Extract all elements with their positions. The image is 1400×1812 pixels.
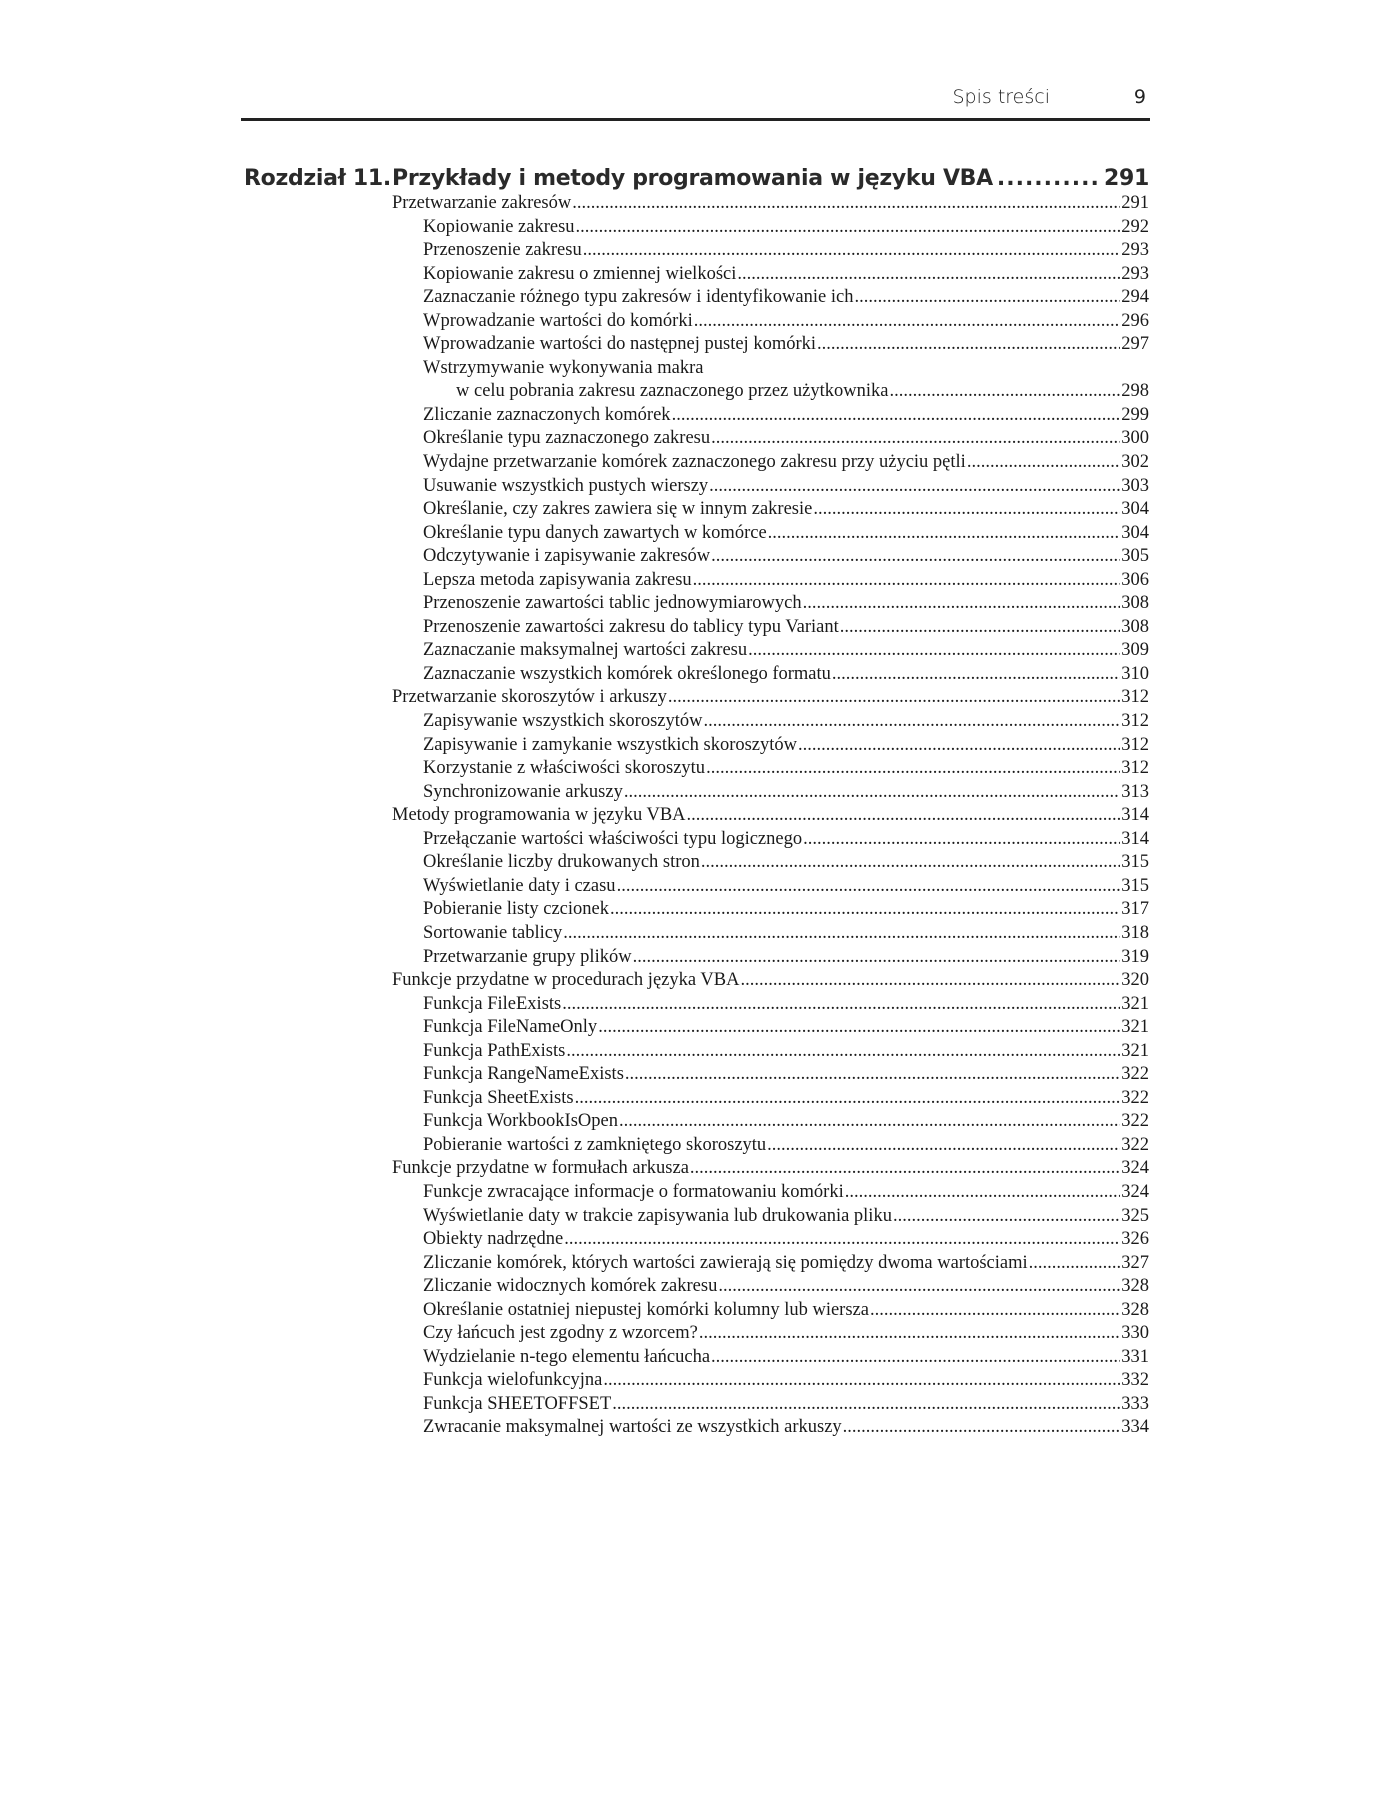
toc-entry-title: Funkcje zwracające informacje o formatowaniu komórki: [423, 1181, 844, 1202]
toc-entry-title: Zapisywanie i zamykanie wszystkich skoroszytów: [423, 734, 798, 755]
toc-entry[interactable]: [392, 875, 1149, 899]
toc-entry-title: Określanie typu danych zawartych w komórce: [423, 522, 767, 543]
toc-entry-title: Sortowanie tablicy: [423, 922, 563, 943]
toc-entry[interactable]: [392, 1181, 1149, 1205]
dot-leader: [767, 1134, 1120, 1158]
dot-leader: [997, 166, 1100, 191]
toc-entry-page: 321: [1121, 1017, 1149, 1038]
toc-entry-page: 315: [1121, 852, 1149, 873]
dot-leader: [813, 498, 1120, 522]
toc-entry-page: 313: [1121, 781, 1149, 802]
dot-leader: [704, 710, 1121, 734]
toc-entry-page: 318: [1121, 922, 1149, 943]
dot-leader: [817, 333, 1120, 357]
toc-entry[interactable]: [392, 1205, 1149, 1229]
dot-leader: [701, 851, 1120, 875]
toc-entry[interactable]: [392, 1087, 1149, 1111]
dot-leader: [612, 1393, 1120, 1417]
toc-entry-page: 300: [1121, 428, 1149, 449]
toc-entry-page: 325: [1121, 1205, 1149, 1226]
header-title: Spis treści: [952, 86, 1050, 108]
dot-leader: [562, 993, 1120, 1017]
toc-entry-page: 319: [1121, 946, 1149, 967]
toc-entry-page: 331: [1121, 1346, 1149, 1367]
toc-entry[interactable]: [392, 569, 1149, 593]
toc-entry[interactable]: [392, 1063, 1149, 1087]
chapter-page: 291: [1103, 166, 1149, 191]
toc-entry-page: 315: [1121, 875, 1149, 896]
toc-entry[interactable]: [392, 1416, 1149, 1440]
toc-entry-title: Zliczanie komórek, których wartości zawierają się pomiędzy dwoma wartościami: [423, 1252, 1028, 1273]
toc-entry-page: 303: [1121, 475, 1149, 496]
dot-leader: [619, 1110, 1120, 1134]
toc-entry[interactable]: [392, 310, 1149, 334]
toc-entry-title: Funkcje przydatne w formułach arkusza: [392, 1158, 689, 1179]
toc-entry-page: 321: [1121, 1040, 1149, 1061]
dot-leader: [624, 781, 1120, 805]
dot-leader: [693, 569, 1121, 593]
toc-entry-title: Funkcja SheetExists: [423, 1087, 574, 1108]
toc-entry[interactable]: [392, 1393, 1149, 1417]
toc-entry[interactable]: [392, 1134, 1149, 1158]
toc-entry-title: Wyświetlanie daty i czasu: [423, 875, 616, 896]
toc-entry[interactable]: [392, 333, 1149, 357]
toc-entry-page: 306: [1121, 569, 1149, 590]
toc-entry[interactable]: [392, 1040, 1149, 1064]
toc-entry[interactable]: [392, 239, 1149, 263]
toc-entry-title: Przenoszenie zawartości zakresu do tablicy typu Variant: [423, 616, 839, 637]
toc-entry-title: Pobieranie listy czcionek: [423, 899, 609, 920]
toc-entry[interactable]: [392, 734, 1149, 758]
toc-entry[interactable]: [392, 639, 1149, 663]
toc-entry-page: 333: [1121, 1393, 1149, 1414]
toc-entry-title: Przełączanie wartości właściwości typu logicznego: [423, 828, 803, 849]
toc-entry[interactable]: [392, 922, 1149, 946]
toc-entry-page: 308: [1121, 616, 1149, 637]
toc-entry[interactable]: [392, 710, 1149, 734]
toc-entry[interactable]: [392, 898, 1149, 922]
toc-entry-title: Określanie, czy zakres zawiera się w innym zakresie: [423, 499, 813, 520]
toc-list: [392, 192, 1149, 1440]
toc-entry[interactable]: [392, 263, 1149, 287]
toc-entry-page: 296: [1121, 310, 1149, 331]
toc-entry-page: 293: [1121, 263, 1149, 284]
toc-entry[interactable]: [392, 616, 1149, 640]
toc-entry-title: Synchronizowanie arkuszy: [423, 781, 623, 802]
dot-leader: [854, 286, 1120, 310]
dot-leader: [563, 922, 1120, 946]
toc-entry[interactable]: [392, 804, 1149, 828]
toc-entry-title: Obiekty nadrzędne: [423, 1229, 564, 1250]
toc-entry-title: Lepsza metoda zapisywania zakresu: [423, 569, 692, 590]
toc-entry-page: 293: [1121, 240, 1149, 261]
toc-entry-page: 314: [1121, 828, 1149, 849]
toc-entry[interactable]: [392, 498, 1149, 522]
toc-entry-page: 305: [1121, 546, 1149, 567]
dot-leader: [572, 192, 1120, 216]
toc-entry-title: Funkcja FileNameOnly: [423, 1017, 598, 1038]
chapter-heading[interactable]: [392, 166, 1149, 191]
dot-leader: [803, 592, 1121, 616]
dot-leader: [610, 898, 1120, 922]
toc-entry-page: 298: [1121, 381, 1149, 402]
toc-entry-page: 320: [1121, 970, 1149, 991]
dot-leader: [889, 380, 1120, 404]
toc-entry-page: 309: [1121, 640, 1149, 661]
toc-entry-page: 312: [1121, 758, 1149, 779]
toc-entry-title: Zaznaczanie maksymalnej wartości zakresu: [423, 640, 748, 661]
dot-leader: [699, 1322, 1120, 1346]
toc-entry-title: Zapisywanie wszystkich skoroszytów: [423, 711, 703, 732]
toc-entry-title: Zliczanie widocznych komórek zakresu: [423, 1276, 718, 1297]
toc-entry-page: 321: [1121, 993, 1149, 1014]
toc-entry-page: 304: [1121, 499, 1149, 520]
toc-entry[interactable]: [392, 1110, 1149, 1134]
toc-entry-title: Określanie ostatniej niepustej komórki kolumny lub wiersza: [423, 1299, 869, 1320]
toc-entry-title: Zliczanie zaznaczonych komórek: [423, 404, 671, 425]
toc-entry-title: Przenoszenie zakresu: [423, 240, 582, 261]
toc-entry-title: Określanie liczby drukowanych stron: [423, 852, 700, 873]
dot-leader: [566, 1040, 1120, 1064]
dot-leader: [967, 451, 1120, 475]
dot-leader: [598, 1016, 1120, 1040]
toc-entry[interactable]: [392, 545, 1149, 569]
toc-entry-title: Zwracanie maksymalnej wartości ze wszystkich arkuszy: [423, 1417, 842, 1438]
dot-leader: [690, 1157, 1120, 1181]
toc-entry-title: Odczytywanie i zapisywanie zakresów: [423, 546, 711, 567]
dot-leader: [740, 969, 1120, 993]
toc-entry-title: Przetwarzanie zakresów: [392, 193, 572, 213]
header-page-number: 9: [1133, 86, 1146, 108]
toc-entry-title: Wydajne przetwarzanie komórek zaznaczonego zakresu przy użyciu pętli: [423, 452, 966, 473]
toc-entry-page: 299: [1121, 404, 1149, 425]
dot-leader: [711, 1346, 1120, 1370]
toc-entry[interactable]: [392, 663, 1149, 687]
toc-entry-page: 327: [1121, 1252, 1149, 1273]
dot-leader: [803, 828, 1120, 852]
toc-entry-title: Funkcje przydatne w procedurach języka VBA: [392, 970, 740, 991]
toc-entry[interactable]: [392, 427, 1149, 451]
dot-leader: [617, 875, 1121, 899]
toc-entry-title: Funkcja PathExists: [423, 1040, 566, 1061]
dot-leader: [564, 1228, 1120, 1252]
toc-entry-page: 330: [1121, 1323, 1149, 1344]
toc-entry[interactable]: [392, 851, 1149, 875]
toc-entry-title: Przetwarzanie grupy plików: [423, 946, 632, 967]
dot-leader: [832, 663, 1120, 687]
toc-entry-page: 324: [1121, 1158, 1149, 1179]
toc-entry-title: Metody programowania w języku VBA: [392, 805, 686, 826]
dot-leader: [668, 686, 1120, 710]
dot-leader: [672, 404, 1121, 428]
toc-entry[interactable]: [392, 946, 1149, 970]
toc-entry[interactable]: [392, 781, 1149, 805]
dot-leader: [768, 522, 1121, 546]
dot-leader: [711, 545, 1120, 569]
toc-entry-title: Wydzielanie n-tego elementu łańcucha: [423, 1346, 711, 1367]
toc-entry[interactable]: [392, 828, 1149, 852]
toc-entry-page: 326: [1121, 1229, 1149, 1250]
toc-entry-page: 312: [1121, 687, 1149, 708]
dot-leader: [737, 263, 1120, 287]
toc-entry-page: 322: [1121, 1134, 1149, 1155]
toc-entry-title: Funkcja WorkbookIsOpen: [423, 1111, 618, 1132]
toc-entry[interactable]: [392, 404, 1149, 428]
toc-entry-page: 308: [1121, 593, 1149, 614]
toc-entry-title: Określanie typu zaznaczonego zakresu: [423, 428, 711, 449]
toc-entry-page: 312: [1121, 711, 1149, 732]
toc-entry[interactable]: [392, 757, 1149, 781]
toc-entry-page: 292: [1121, 216, 1149, 237]
dot-leader: [843, 1416, 1121, 1440]
toc-entry[interactable]: [392, 1275, 1149, 1299]
toc-entry[interactable]: [392, 969, 1149, 993]
toc-entry[interactable]: [392, 475, 1149, 499]
dot-leader: [798, 734, 1120, 758]
toc-entry-page: 328: [1121, 1276, 1149, 1297]
chapter-title: Przykłady i metody programowania w języku VBA: [392, 166, 993, 191]
dot-leader: [694, 310, 1121, 334]
dot-leader: [748, 639, 1120, 663]
toc-entry-title: Usuwanie wszystkich pustych wierszy: [423, 475, 709, 496]
toc-entry-title: Wstrzymywanie wykonywania makra: [423, 357, 704, 378]
toc-entry[interactable]: [392, 357, 1149, 381]
dot-leader: [1029, 1252, 1121, 1276]
toc-entry-title: Funkcja RangeNameExists: [423, 1064, 624, 1085]
dot-leader: [603, 1369, 1120, 1393]
dot-leader: [845, 1181, 1121, 1205]
dot-leader: [575, 1087, 1121, 1111]
toc-entry-title: Pobieranie wartości z zamkniętego skoroszytu: [423, 1134, 767, 1155]
toc-entry[interactable]: [392, 522, 1149, 546]
toc-entry-page: 294: [1121, 287, 1149, 308]
running-header: [241, 82, 1150, 121]
toc-entry-page: 302: [1121, 452, 1149, 473]
dot-leader: [870, 1299, 1120, 1323]
dot-leader: [893, 1205, 1120, 1229]
toc-entry-title: Wyświetlanie daty w trakcie zapisywania lub drukowania pliku: [423, 1205, 892, 1226]
toc-entry-title: w celu pobrania zakresu zaznaczonego przez użytkownika: [456, 381, 889, 402]
toc-entry-page: 324: [1121, 1181, 1149, 1202]
toc-entry-title: Korzystanie z właściwości skoroszytu: [423, 758, 706, 779]
toc-entry-page: 312: [1121, 734, 1149, 755]
toc-entry[interactable]: [392, 286, 1149, 310]
toc-entry-title: Przetwarzanie skoroszytów i arkuszy: [392, 687, 667, 708]
dot-leader: [583, 239, 1121, 263]
toc-entry-page: 322: [1121, 1064, 1149, 1085]
toc-entry[interactable]: [392, 216, 1149, 240]
toc-entry[interactable]: [392, 1157, 1149, 1181]
toc-entry-title: Czy łańcuch jest zgodny z wzorcem?: [423, 1323, 698, 1344]
toc-entry-title: Wprowadzanie wartości do komórki: [423, 310, 693, 331]
toc-entry-title: Kopiowanie zakresu o zmiennej wielkości: [423, 263, 737, 284]
dot-leader: [711, 427, 1120, 451]
dot-leader: [706, 757, 1120, 781]
toc-entry-page: 304: [1121, 522, 1149, 543]
toc-entry-page: 322: [1121, 1111, 1149, 1132]
toc-entry[interactable]: [392, 1228, 1149, 1252]
toc-entry-page: 314: [1121, 805, 1149, 826]
toc-entry-page: 291: [1121, 193, 1149, 213]
dot-leader: [718, 1275, 1120, 1299]
toc-entry[interactable]: [392, 1346, 1149, 1370]
dot-leader: [625, 1063, 1120, 1087]
toc-entry[interactable]: [392, 1322, 1149, 1346]
toc-entry[interactable]: [392, 1252, 1149, 1276]
toc-entry-page: 328: [1121, 1299, 1149, 1320]
toc-entry[interactable]: [392, 1016, 1149, 1040]
toc-entry[interactable]: [392, 686, 1149, 710]
toc-entry-page: 317: [1121, 899, 1149, 920]
toc-entry[interactable]: [392, 592, 1149, 616]
toc-entry-title: Funkcja FileExists: [423, 993, 562, 1014]
toc-entry[interactable]: [392, 192, 1149, 216]
toc-entry-page: 334: [1121, 1417, 1149, 1438]
toc-entry-title: Przenoszenie zawartości tablic jednowymiarowych: [423, 593, 802, 614]
toc-entry-title: Kopiowanie zakresu: [423, 216, 575, 237]
toc-entry-page: 297: [1121, 334, 1149, 355]
dot-leader: [840, 616, 1120, 640]
toc-entry[interactable]: [392, 451, 1149, 475]
dot-leader: [709, 475, 1120, 499]
toc-entry[interactable]: [392, 1299, 1149, 1323]
toc-entry-page: 322: [1121, 1087, 1149, 1108]
toc-entry-title: Wprowadzanie wartości do następnej pustej komórki: [423, 334, 817, 355]
toc-entry-title: Funkcja SHEETOFFSET: [423, 1393, 612, 1414]
toc-entry[interactable]: [392, 380, 1149, 404]
toc-entry-title: Zaznaczanie wszystkich komórek określonego formatu: [423, 663, 831, 684]
dot-leader: [633, 946, 1121, 970]
toc-entry-title: Zaznaczanie różnego typu zakresów i identyfikowanie ich: [423, 287, 854, 308]
toc-entry[interactable]: [392, 1369, 1149, 1393]
dot-leader: [576, 216, 1121, 240]
toc-entry[interactable]: [392, 993, 1149, 1017]
toc-entry-title: Funkcja wielofunkcyjna: [423, 1370, 603, 1391]
chapter-label: Rozdział 11.: [244, 166, 391, 191]
dot-leader: [687, 804, 1121, 828]
toc-entry-page: 310: [1121, 663, 1149, 684]
toc-entry-page: 332: [1121, 1370, 1149, 1391]
